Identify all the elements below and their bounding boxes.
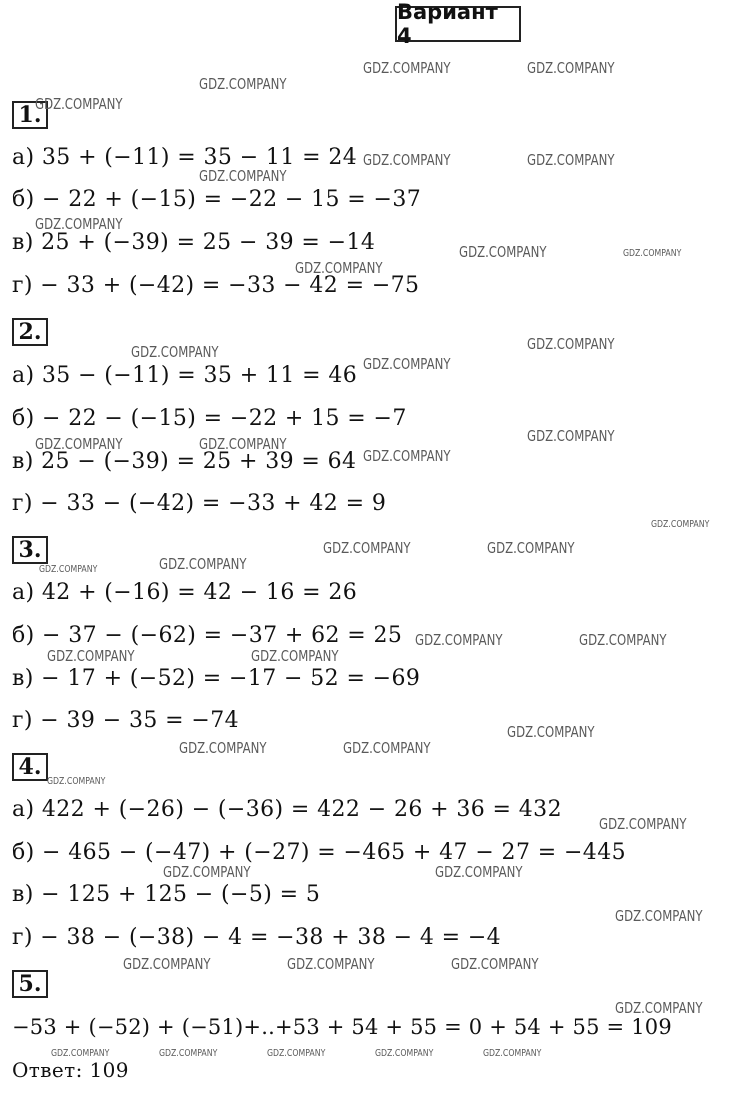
task-4-number: 4. xyxy=(12,753,48,781)
watermark: GDZ.COMPANY xyxy=(35,435,123,453)
watermark: GDZ.COMPANY xyxy=(363,59,451,77)
watermark: GDZ.COMPANY xyxy=(323,539,411,557)
task-4-line-c: в) − 125 + 125 − (−5) = 5 xyxy=(12,882,321,907)
task-5-number: 5. xyxy=(12,970,48,998)
watermark: GDZ.COMPANY xyxy=(131,343,219,361)
task-2-line-c: в) 25 − (−39) = 25 + 39 = 64 xyxy=(12,449,357,474)
watermark: GDZ.COMPANY xyxy=(159,1048,218,1059)
watermark: GDZ.COMPANY xyxy=(375,1048,434,1059)
watermark: GDZ.COMPANY xyxy=(251,647,339,665)
watermark: GDZ.COMPANY xyxy=(39,564,98,575)
watermark: GDZ.COMPANY xyxy=(51,1048,110,1059)
task-2-line-d: г) − 33 − (−42) = −33 + 42 = 9 xyxy=(12,491,387,516)
watermark: GDZ.COMPANY xyxy=(343,739,431,757)
watermark: GDZ.COMPANY xyxy=(599,815,687,833)
watermark: GDZ.COMPANY xyxy=(295,259,383,277)
watermark: GDZ.COMPANY xyxy=(615,907,703,925)
task-3-line-a: а) 42 + (−16) = 42 − 16 = 26 xyxy=(12,580,358,605)
watermark: GDZ.COMPANY xyxy=(527,59,615,77)
task-2-line-a: а) 35 − (−11) = 35 + 11 = 46 xyxy=(12,363,358,388)
watermark: GDZ.COMPANY xyxy=(527,427,615,445)
watermark: GDZ.COMPANY xyxy=(267,1048,326,1059)
task-4-line-d: г) − 38 − (−38) − 4 = −38 + 38 − 4 = −4 xyxy=(12,925,502,950)
watermark: GDZ.COMPANY xyxy=(451,955,539,973)
task-1-number: 1. xyxy=(12,101,48,129)
watermark: GDZ.COMPANY xyxy=(527,335,615,353)
watermark: GDZ.COMPANY xyxy=(287,955,375,973)
watermark: GDZ.COMPANY xyxy=(527,151,615,169)
variant-title: Вариант 4 xyxy=(395,6,521,42)
watermark: GDZ.COMPANY xyxy=(615,999,703,1017)
watermark: GDZ.COMPANY xyxy=(363,151,451,169)
watermark: GDZ.COMPANY xyxy=(459,243,547,261)
watermark: GDZ.COMPANY xyxy=(507,723,595,741)
watermark: GDZ.COMPANY xyxy=(199,435,287,453)
task-5-line-a: −53 + (−52) + (−51)+..+53 + 54 + 55 = 0 + 54 + 55 = 109 xyxy=(12,1015,672,1039)
watermark: GDZ.COMPANY xyxy=(47,776,106,787)
watermark: GDZ.COMPANY xyxy=(483,1048,542,1059)
task-1-line-c: в) 25 + (−39) = 25 − 39 = −14 xyxy=(12,230,376,255)
task-4-line-b: б) − 465 − (−47) + (−27) = −465 + 47 − 27 = −445 xyxy=(12,840,626,865)
watermark: GDZ.COMPANY xyxy=(163,863,251,881)
watermark: GDZ.COMPANY xyxy=(199,167,287,185)
watermark: GDZ.COMPANY xyxy=(35,95,123,113)
watermark: GDZ.COMPANY xyxy=(179,739,267,757)
watermark: GDZ.COMPANY xyxy=(415,631,503,649)
task-3-line-d: г) − 39 − 35 = −74 xyxy=(12,708,239,733)
watermark: GDZ.COMPANY xyxy=(579,631,667,649)
watermark: GDZ.COMPANY xyxy=(35,215,123,233)
watermark: GDZ.COMPANY xyxy=(363,447,451,465)
task-3-line-b: б) − 37 − (−62) = −37 + 62 = 25 xyxy=(12,623,403,648)
task-3-line-c: в) − 17 + (−52) = −17 − 52 = −69 xyxy=(12,666,421,691)
task-1-line-b: б) − 22 + (−15) = −22 − 15 = −37 xyxy=(12,187,422,212)
task-1-line-d: г) − 33 + (−42) = −33 − 42 = −75 xyxy=(12,273,420,298)
watermark: GDZ.COMPANY xyxy=(623,248,682,259)
watermark: GDZ.COMPANY xyxy=(159,555,247,573)
watermark: GDZ.COMPANY xyxy=(199,75,287,93)
task-2-line-b: б) − 22 − (−15) = −22 + 15 = −7 xyxy=(12,406,407,431)
watermark: GDZ.COMPANY xyxy=(47,647,135,665)
task-5-answer: Ответ: 109 xyxy=(12,1058,129,1082)
task-2-number: 2. xyxy=(12,318,48,346)
task-3-number: 3. xyxy=(12,536,48,564)
task-4-line-a: а) 422 + (−26) − (−36) = 422 − 26 + 36 = 432 xyxy=(12,797,562,822)
watermark: GDZ.COMPANY xyxy=(123,955,211,973)
task-1-line-a: а) 35 + (−11) = 35 − 11 = 24 xyxy=(12,145,358,170)
watermark: GDZ.COMPANY xyxy=(435,863,523,881)
watermark: GDZ.COMPANY xyxy=(487,539,575,557)
watermark: GDZ.COMPANY xyxy=(651,519,710,530)
watermark: GDZ.COMPANY xyxy=(363,355,451,373)
